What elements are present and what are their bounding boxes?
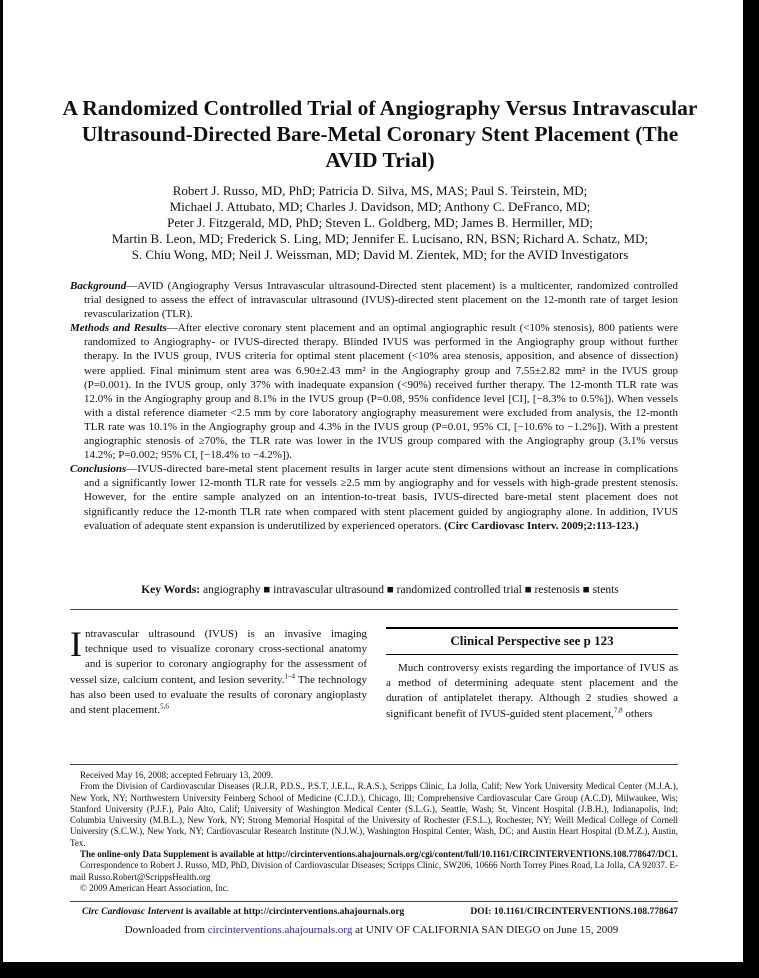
author-line: Robert J. Russo, MD, PhD; Patricia D. Silva, MS, MAS; Paul S. Teirstein, MD; (172, 183, 588, 198)
author-list (40, 183, 720, 263)
abstract-conclusions (70, 462, 678, 532)
clinical-perspective-column (386, 627, 678, 722)
intro-text: ntravascular ultrasound (IVUS) is an invasive imaging technique used to visualize coronary cross-sectional anatomy and is superior to coronary angiography for the assessment of vessel size, calcium content, and lesion severity. (70, 628, 367, 686)
background-label: Background (70, 280, 127, 292)
footnotes (70, 770, 678, 894)
cp-text: Much controversy exists regarding the importance of IVUS as a method of determining adequate stent placement and the duration of antiplatelet therapy. Although 2 studies showed a significant benefit of IVUS-guided stent placement, (386, 662, 678, 720)
keywords-text: angiography ■ intravascular ultrasound ■ randomized controlled trial ■ restenosis ■ stents (202, 584, 619, 596)
intro-text-2: The technology has also been used to evaluate the results of coronary angioplasty and stent placement. (70, 673, 367, 717)
footnote-affiliations: From the Division of Cardiovascular Diseases (R.J.R, P.D.S., P.S.T, J.E.L., R.A.S.), Scripps Clinic, La Jolla, Calif; New York University Medical Center (M.J.A.), New York, NY; Northwestern University Feinberg School of Medicine (C.J.D.), Chicago, Ill; Comprehensive Cardiovascular Care Group (A.C.D), Milwaukee, Wis; Stanford University (P.J.F.), Palo Alto, Calif; University of Washington Medical Center (S.L.G.), Seattle, Wash; St. Vincent Hospital (J.B.H.), Indianapolis, Ind; Columbia University (M.B.L.), New York, NY; Strong Memorial Hospital of the University of Rochester (F.S.L.), Rochester, NY; Weill Medical College of Cornell University (S.C.W.), New York, NY; Cardiovascular Research Institute (N.J.W.), Washington Hospital Center, Wash, DC; and Austin Heart Hospital (D.M.Z.), Austin, Tex. (70, 781, 678, 848)
citation: (Circ Cardiovasc Interv. 2009;2:113-123.) (444, 519, 639, 532)
journal-divider (70, 901, 678, 902)
author-line: S. Chiu Wong, MD; Neil J. Weissman, MD; David M. Zientek, MD; for the AVID Investigators (131, 247, 629, 262)
footnote-supplement[interactable]: The online-only Data Supplement is available at http://circinterventions.ahajournals.org/cgi/content/full/10.1161/CIRCINTERVENTIONS.108.778647/DC1. (80, 849, 678, 860)
abstract (70, 279, 678, 533)
journal-line (82, 907, 678, 917)
footnote-divider (70, 764, 678, 765)
author-line: Peter J. Fitzgerald, MD, PhD; Steven L. Goldberg, MD; James B. Hermiller, MD; (167, 215, 593, 230)
abstract-background (70, 279, 678, 321)
reference-sup: 1–4 (284, 671, 295, 680)
journal-name: Circ Cardiovasc Intervent (82, 907, 184, 917)
scan-edge-right (743, 0, 759, 978)
keywords-label: Key Words: (141, 584, 201, 596)
download-prefix: Downloaded from (124, 924, 208, 936)
download-line (0, 924, 743, 936)
conclusions-text: —IVUS-directed bare-metal stent placement results in larger acute stent dimensions without an increase in complications and a significantly lower 12-month TLR rate for vessels ≥2.5 mm by angiography and for vessels with high-grade prestent stenosis. However, for the entire sample analyzed on an intention-to-treat basis, IVUS-directed bare-metal stent placement does not significantly reduce the 12-month TLR rate when compared with stent placement guided by angiography alone. In addition, IVUS evaluation of adequate stent expansion is underutilized by experienced operators. (84, 463, 678, 532)
author-line: Martin B. Leon, MD; Frederick S. Ling, MD; Jennifer E. Lucisano, RN, BSN; Richard A. Schatz, MD; (111, 231, 649, 246)
doi: DOI: 10.1161/CIRCINTERVENTIONS.108.778647 (470, 907, 678, 917)
footnote-copyright: © 2009 American Heart Association, Inc. (80, 882, 230, 893)
paper-title: A Randomized Controlled Trial of Angiography Versus Intravascular Ultrasound-Directed Bare-Metal Coronary Stent Placement (The AVID Trial) (62, 96, 698, 172)
cp-text-end: others (622, 707, 653, 720)
clinical-perspective-heading: Clinical Perspective see p 123 (386, 627, 678, 655)
footnote-received: Received May 16, 2008; accepted February 13, 2009. (80, 770, 273, 780)
footnote-correspondence: Correspondence to Robert J. Russo, MD, PhD, Division of Cardiovascular Diseases; Scripps Clinic, SW206, 10666 North Torrey Pines Road, La Jolla, CA 92037. E-mail Russo.Robert@ScrippsHealth.org (70, 860, 678, 882)
author-line: Michael J. Attubato, MD; Charles J. Davidson, MD; Anthony C. DeFranco, MD; (169, 199, 591, 214)
download-link[interactable]: circinterventions.ahajournals.org (207, 924, 353, 936)
download-suffix: at UNIV OF CALIFORNIA SAN DIEGO on June 15, 2009 (352, 924, 619, 936)
keywords (60, 583, 700, 598)
background-text: —AVID (Angiography Versus Intravascular ultrasound-Directed stent placement) is a multicenter, randomized controlled trial designed to assess the effect of intravascular ultrasound (IVUS)-directed stent placement on the 12-month rate of target lesion revascularization (TLR). (84, 280, 678, 321)
intro-column (70, 624, 367, 718)
reference-sup: 5,6 (160, 702, 169, 711)
reference-sup: 7,8 (613, 705, 623, 714)
section-divider (70, 609, 678, 610)
dropcap: I (70, 624, 82, 664)
clinical-perspective-text (386, 661, 678, 722)
journal-url-text[interactable]: is available at http://circinterventions.ahajournals.org (183, 907, 405, 917)
abstract-methods (70, 321, 678, 462)
scan-edge-left (0, 0, 3, 978)
conclusions-label: Conclusions (70, 463, 127, 476)
scan-edge-bottom (0, 962, 759, 978)
methods-text: —After elective coronary stent placement and an optimal angiographic result (<10% stenosis), 800 patients were randomized to Angiography- or IVUS-directed therapy. Blinded IVUS was performed in the Angiography group without further therapy. In the IVUS group, IVUS criteria for optimal stent placement (<10% area stenosis, apposition, and absence of dissection) were applied. Final minimum stent area was 6.90±2.43 mm² in the Angiography group and 7.55±2.82 mm² in the IVUS group (P=0.001). In the IVUS group, only 37% with inadequate expansion (<90%) received further therapy. The 12-month TLR rate was 12.0% in the Angiography group and 8.1% in the IVUS group (P=0.08, 95% confidence level [CI], [−8.3% to 0.5%]). When vessels with a distal reference diameter <2.5 mm by core laboratory angiography measurement were excluded from analysis, the 12-month TLR rate was 10.1% in the Angiography group and 4.3% in the IVUS group (P=0.01, 95% CI, [−10.6% to −1.2%]). With a prestent angiographic stenosis of ≥70%, the TLR rate was lower in the IVUS group compared with the Angiography group (3.1% versus 14.2%; P=0.002; 95% CI, [−18.4% to −4.2%]). (84, 322, 678, 462)
methods-label: Methods and Results (70, 322, 167, 335)
